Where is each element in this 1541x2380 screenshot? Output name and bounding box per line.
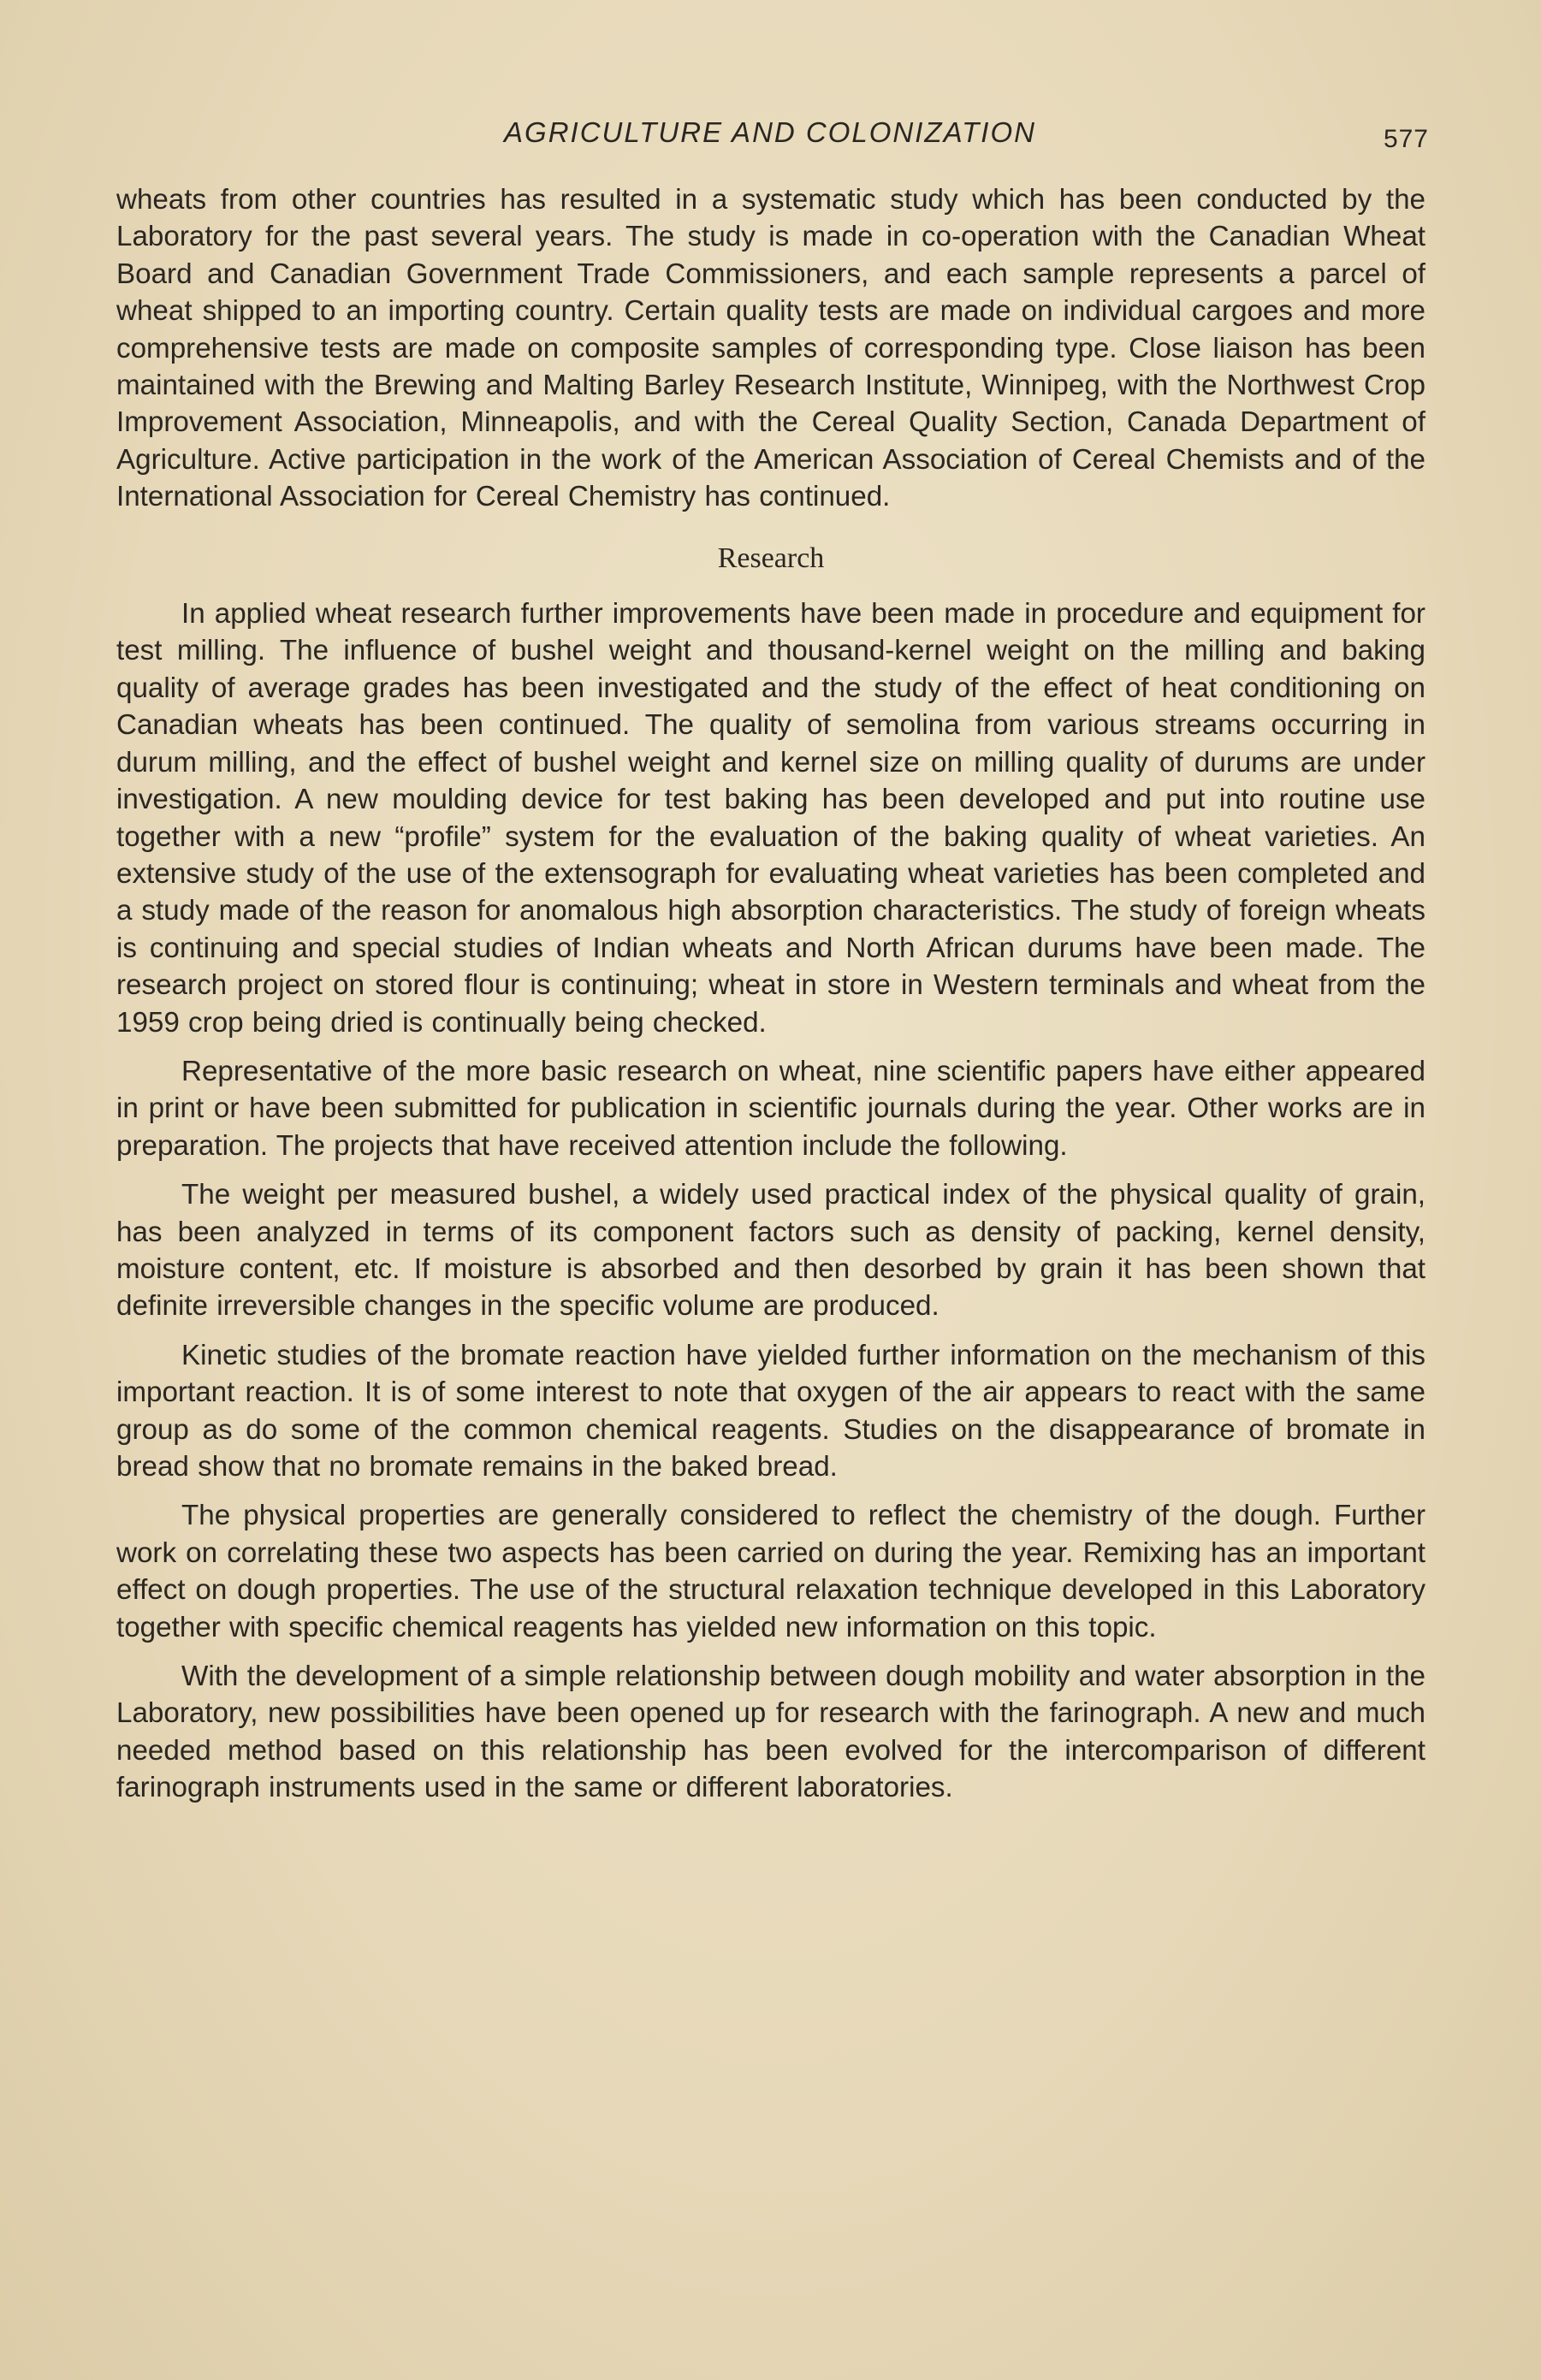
research-paragraph: In applied wheat research further improvements have been made in procedure and equipment for test milling. The influence of bushel weight and thousand-kernel weight on the milling and baking quality of average grades has been investigated and the study of the effect of heat conditioning on Canadian wheats has been continued. The quality of semolina from various streams occurring in durum milling, and the effect of bushel weight and kernel size on milling quality of durums are under investigation. A new moulding device for test baking has been developed and put into routine use together with a new “profile” system for the evaluation of the baking quality of wheat varieties. An extensive study of the use of the extensograph for evaluating wheat varieties has been completed and a study made of the reason for anomalous high absorption characteristics. The study of foreign wheats is continuing and special studies of Indian wheats and North African durums have been made. The research project on stored flour is continuing; wheat in store in Western terminals and wheat from the 1959 crop being dried is continually being checked. <box>116 598 1425 1039</box>
page-header <box>111 110 1429 161</box>
running-head: AGRICULTURE AND COLONIZATION <box>504 116 1036 148</box>
intro-paragraph: wheats from other countries has resulted in a systematic study which has been conducted by the Laboratory for the past several years. The study is made in co-operation with the Canadian Wheat Board and Canadian Government Trade Commissioners, and each sample represents a parcel of wheat shipped to an importing country. Certain quality tests are made on individual cargoes and more comprehensive tests are made on composite samples of corresponding type. Close liaison has been maintained with the Brewing and Malting Barley Research Institute, Winnipeg, with the Northwest Crop Improvement Association, Minneapolis, and with the Cereal Quality Section, Canada Department of Agriculture. Active participation in the work of the American Association of Cereal Chemists and of the International Association for Cereal Chemistry has continued. <box>116 184 1425 513</box>
page-number: 577 <box>1383 125 1429 153</box>
research-paragraph: The weight per measured bushel, a widely used practical index of the physical quality of grain, has been analyzed in terms of its component factors such as density of packing, kernel density, moisture content, etc. If moisture is absorbed and then desorbed by grain it has been shown that definite irreversible changes in the specific volume are produced. <box>116 1179 1425 1323</box>
research-paragraph: Representative of the more basic research on wheat, nine scientific papers have either appeared in print or have been submitted for publication in scientific journals during the year. Other works are in preparation. The projects that have received attention include the following. <box>116 1055 1425 1162</box>
research-paragraph: With the development of a simple relationship between dough mobility and water absorption in the Laboratory, new possibilities have been opened up for research with the farinograph. A new and much needed method based on this relationship has been evolved for the intercomparison of different farinograph instruments used in the same or different laboratories. <box>116 1661 1425 1804</box>
page-body <box>116 181 1425 1819</box>
research-paragraph: Kinetic studies of the bromate reaction have yielded further information on the mechanism of this important reaction. It is of some interest to note that oxygen of the air appears to react with the same group as do some of the common chemical reagents. Studies on the disappearance of bromate in bread show that no bromate remains in the baked bread. <box>116 1339 1425 1483</box>
section-heading: Research <box>717 542 825 574</box>
research-paragraph: The physical properties are generally considered to reflect the chemistry of the dough. Further work on correlating these two aspects has been carried on during the year. Remixing has an important effect on dough properties. The use of the structural relaxation technique developed in this Laboratory together with specific chemical reagents has yielded new information on this topic. <box>116 1500 1425 1643</box>
